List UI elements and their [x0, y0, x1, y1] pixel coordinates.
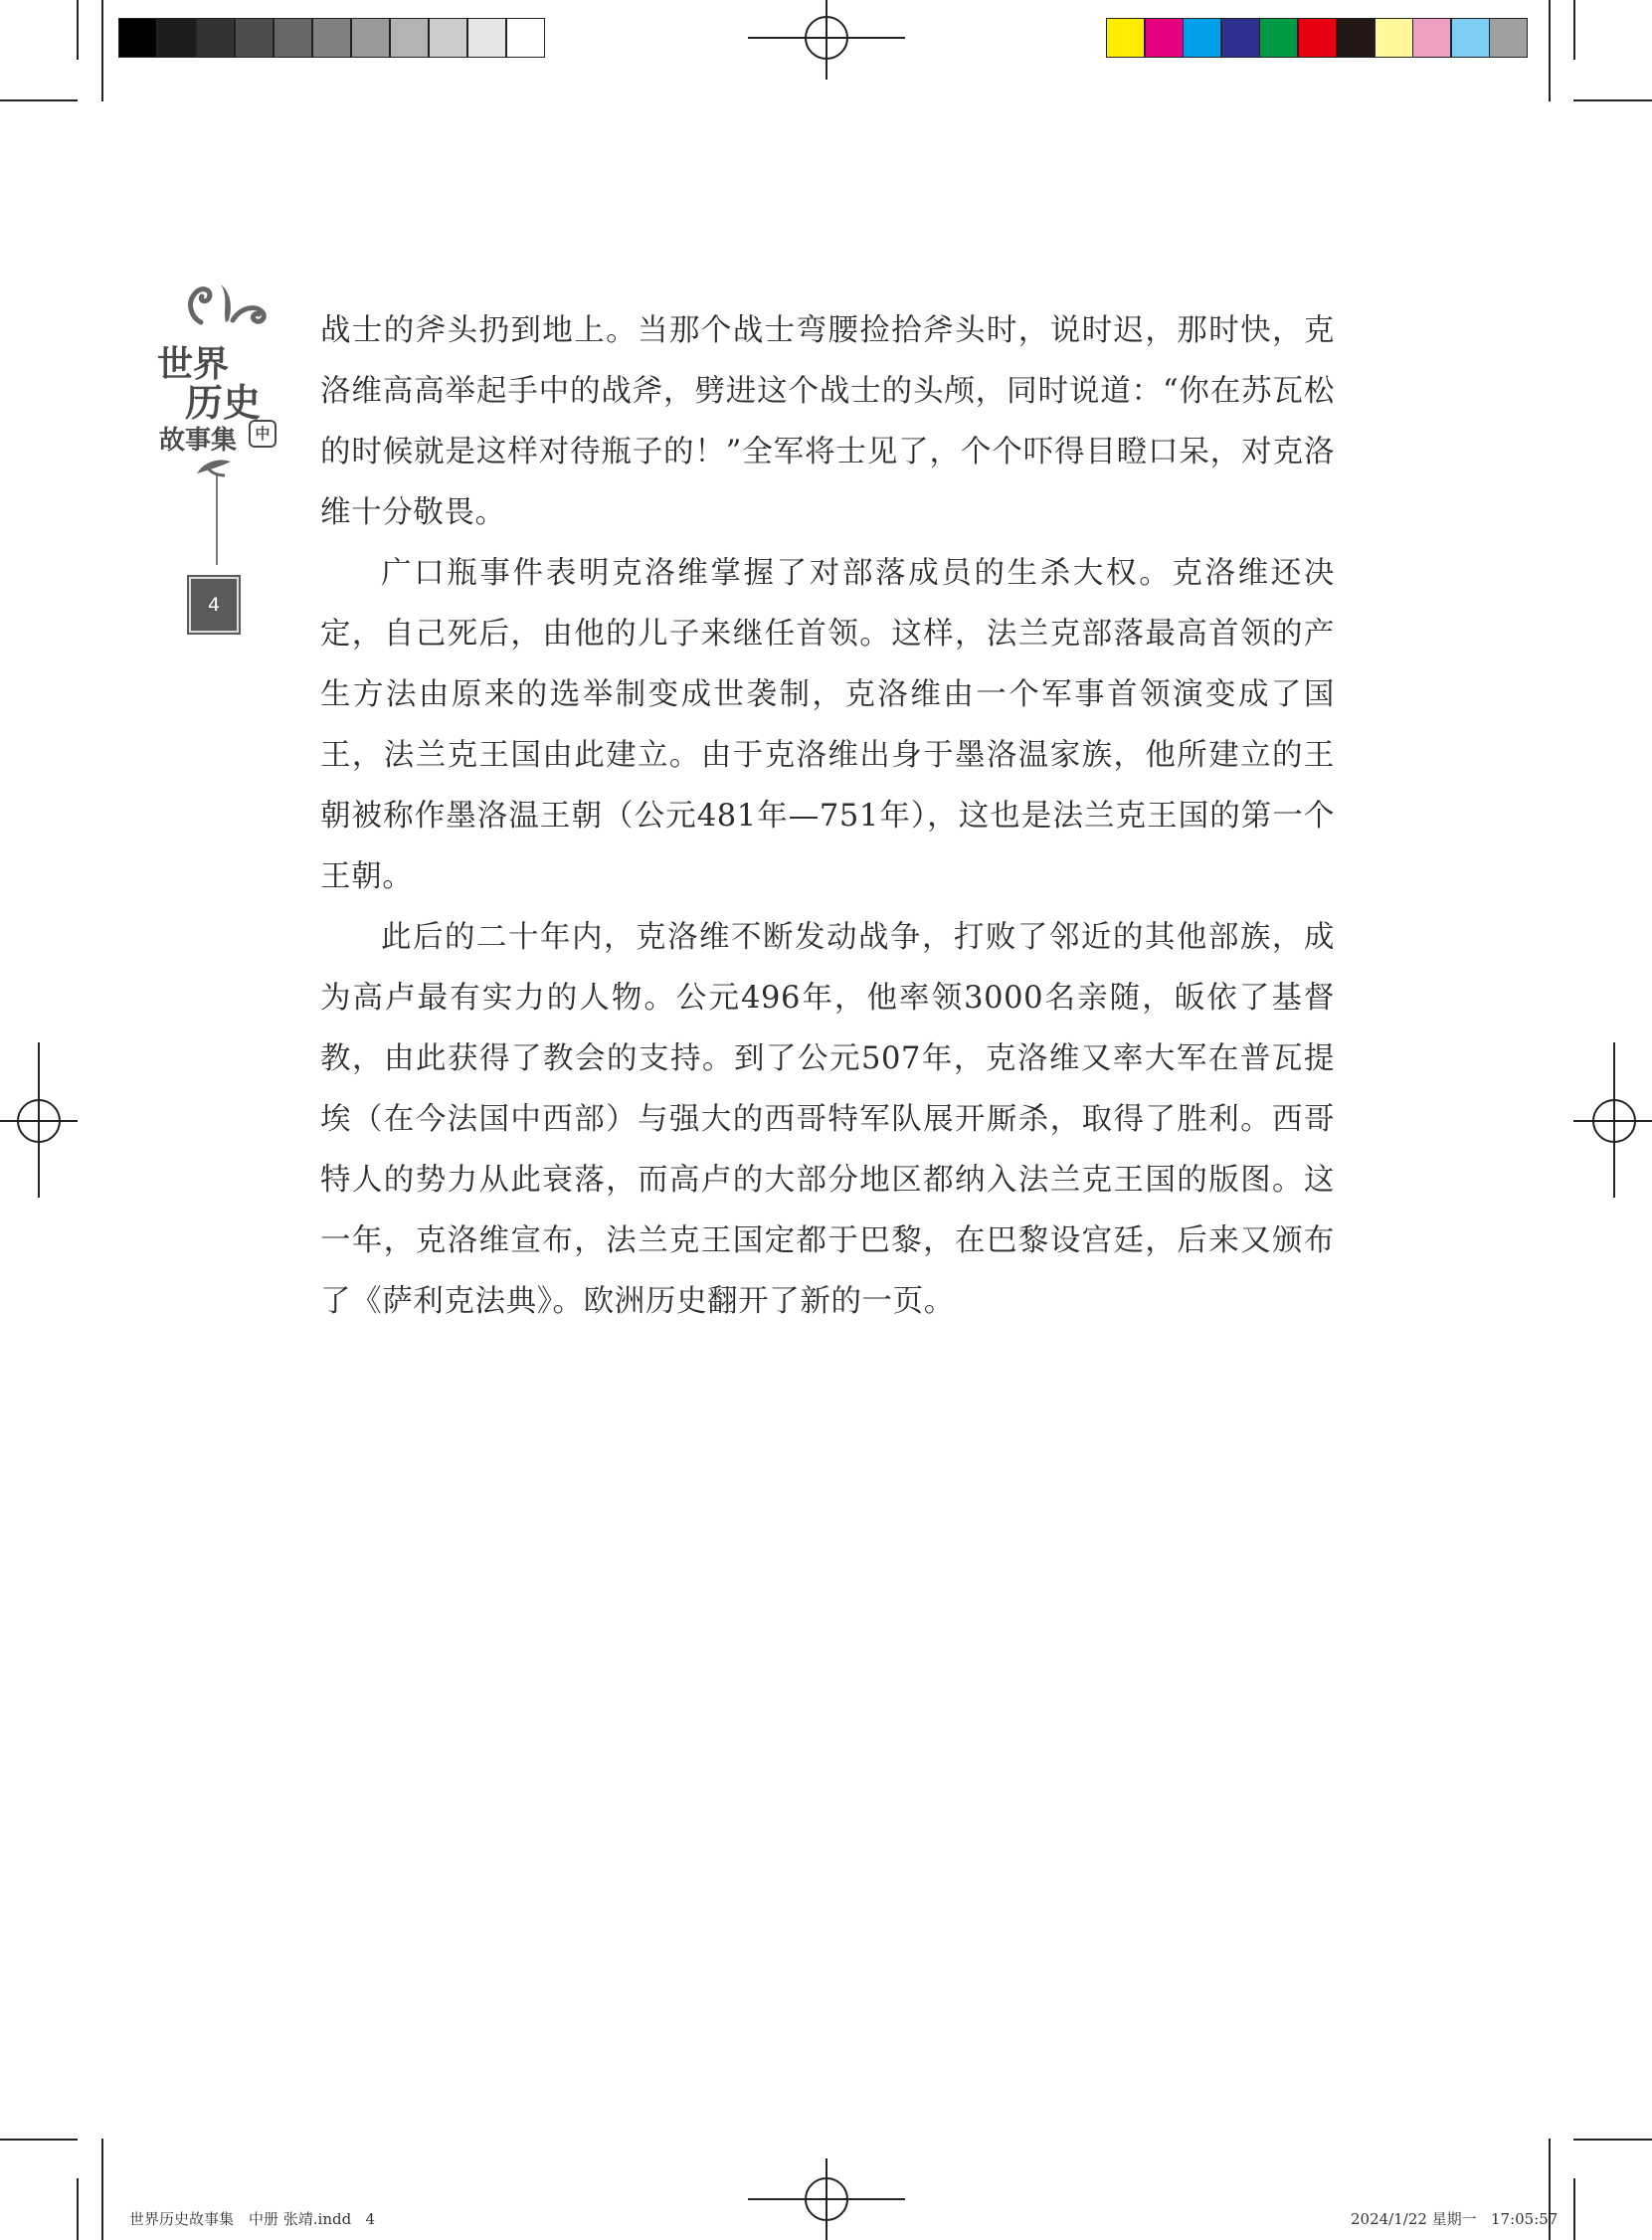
logo-title-line1: 世界: [157, 343, 230, 385]
logo-volume-badge: 中: [249, 420, 276, 448]
color-swatch: [1412, 18, 1451, 58]
crop-mark: [101, 2139, 103, 2240]
gray-swatch: [429, 18, 467, 58]
margin-rule: [216, 475, 218, 565]
paragraph: 广口瓶事件表明克洛维掌握了对部落成员的生杀大权。克洛维还决定，自己死后，由他的儿子来继任首领。这样，法兰克部落最高首领的产生方法由原来的选举制变成世袭制，克洛维由一个军事首领演变成了国王，法兰克王国由此建立。由于克洛维出身于墨洛温家族，他所建立的王朝被称作墨洛温王朝（公元481年—751年），这也是法兰克王国的第一个王朝。: [320, 556, 1335, 894]
gray-swatch: [157, 18, 196, 58]
flourish-ornament-icon: [171, 273, 271, 332]
color-swatch: [1183, 18, 1221, 58]
crop-mark: [77, 2178, 79, 2240]
color-swatch: [1298, 18, 1337, 58]
crop-mark: [0, 2139, 78, 2141]
footer-file-name: 世界历史故事集 中册 张靖.indd 4: [129, 2210, 376, 2228]
color-swatch: [1451, 18, 1490, 58]
gray-swatch: [274, 18, 312, 58]
gray-swatch: [467, 18, 506, 58]
color-swatch: [1145, 18, 1184, 58]
crop-mark: [1573, 2178, 1575, 2240]
logo-title-line2: 历史: [185, 380, 262, 425]
crop-mark: [77, 0, 79, 60]
body-text: [320, 300, 1335, 1332]
paragraph: 此后的二十年内，克洛维不断发动战争，打败了邻近的其他部族，成为高卢最有实力的人物。公元496年，他率领3000名亲随，皈依了基督教，由此获得了教会的支持。到了公元507年，克洛维又率大军在普瓦提埃（在今法国中西部）与强大的西哥特军队展开厮杀，取得了胜利。西哥特人的势力从此衰落，而高卢的大部分地区都纳入法兰克王国的版图。这一年，克洛维宣布，法兰克王国定都于巴黎，在巴黎设宫廷，后来又颁布了《萨利克法典》。欧洲历史翻开了新的一页。: [320, 920, 1335, 1319]
color-swatch: [1106, 18, 1145, 58]
color-swatch: [1375, 18, 1413, 58]
series-logo: [149, 269, 288, 497]
crop-mark: [1549, 0, 1551, 101]
page-number: 4: [189, 577, 239, 633]
paragraph: 战士的斧头扔到地上。当那个战士弯腰捡拾斧头时，说时迟，那时快，克洛维高高举起手中的战斧，劈进这个战士的头颅，同时说道：“你在苏瓦松的时候就是这样对待瓶子的！”全军将士见了，个个吓得目瞪口呆，对克洛维十分敬畏。: [320, 313, 1335, 530]
gray-swatch: [390, 18, 429, 58]
gray-swatch: [351, 18, 390, 58]
color-swatch: [1221, 18, 1260, 58]
gray-swatch: [196, 18, 235, 58]
color-swatch: [1489, 18, 1528, 58]
crop-mark: [1573, 99, 1652, 101]
leaf-ornament-icon: [189, 454, 239, 479]
gray-swatch: [506, 18, 545, 58]
crop-mark: [1573, 2139, 1652, 2141]
logo-title-line3: 故事集: [159, 426, 238, 456]
crop-mark: [1573, 0, 1575, 60]
crop-mark: [101, 0, 103, 101]
gray-swatch: [118, 18, 157, 58]
gray-swatch: [312, 18, 351, 58]
crop-mark: [0, 99, 78, 101]
color-swatch: [1336, 18, 1375, 58]
footer-timestamp: 2024/1/22 星期一 17:05:57: [1351, 2210, 1559, 2228]
color-swatch: [1259, 18, 1298, 58]
gray-swatch: [235, 18, 274, 58]
